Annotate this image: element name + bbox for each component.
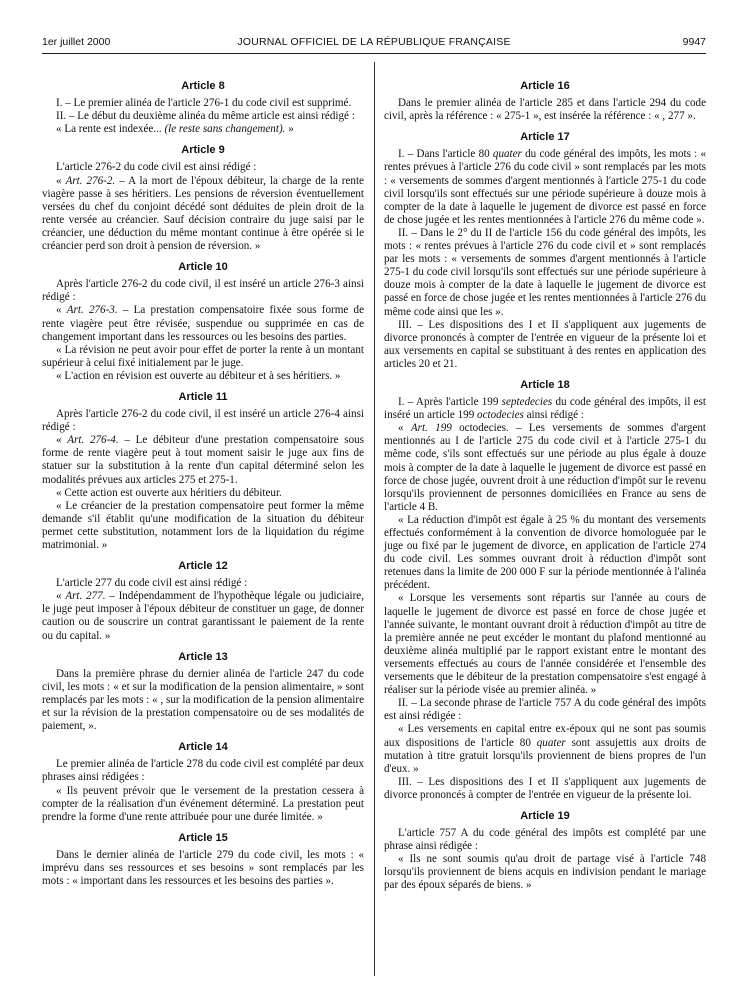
article-11-paragraph: Après l'article 276-2 du code civil, il est inséré un article 276-4 ainsi rédigé :: [42, 408, 364, 434]
article-16-title: Article 16: [520, 80, 570, 92]
article-19-title: Article 19: [520, 809, 570, 822]
article-13-paragraph: Dans la première phrase du dernier alinéa de l'article 247 du code civil, les mots : « et sur la modification de la pension alimentaire, » sont remplacés par les mots : « , sur la modification de la pension alimentaire et sur la révision de la prestation compensatoire ou de ses modalités de paiement, ».: [42, 667, 364, 733]
article-8-paragraph: II. – Le début du deuxième alinéa du même article est ainsi rédigé :: [56, 110, 355, 123]
article-18-paragraph: « Lorsque les versements sont répartis sur l'année au cours de laquelle le jugement de divorce est passé en force de chose jugée et l'année suivante, le montant ouvrant droit à réduction d'impôt au titre de la première année ne peut excéder le montant du plafond mentionné au deuxième alinéa multiplié par le rapport existant entre le montant des versements effectués au cours de l'année considérée et l'ensemble des versements que le débiteur de la prestation compensatoire s'est engagé à réaliser sur la période visée au premier alinéa. »: [384, 592, 706, 697]
page-header: [42, 36, 706, 52]
left-column: [42, 80, 364, 888]
article-14-paragraph: Le premier alinéa de l'article 278 du code civil est complété par deux phrases ainsi rédigées :: [42, 758, 364, 784]
article-18-paragraph: I. – Après l'article 199 septedecies du code général des impôts, il est inséré un article 199 octodecies ainsi rédigé :: [384, 396, 706, 422]
article-18-paragraph: « Les versements en capital entre ex-époux qui ne sont pas soumis aux dispositions de l'article 80 quater sont assujettis aux droits de mutation à titre gratuit lorsqu'ils proviennent de biens propres de l'un d'eux. »: [384, 723, 706, 775]
article-8-title: Article 8: [181, 80, 225, 92]
header-date: 1er juillet 2000: [42, 36, 111, 48]
article-9-paragraph: « Art. 276-2. – A la mort de l'époux débiteur, la charge de la rente viagère passe à ses héritiers. Les pensions de réversion éventuellement versées du chef du conjoint décédé sont déduites de plein droit de la rente versée au créancier. Sauf décision contraire du juge saisi par le créancier, une déduction du même montant continue à être opérée si le créancier perd son droit à pension de réversion. »: [42, 174, 364, 253]
article-18-paragraph: II. – La seconde phrase de l'article 757 A du code général des impôts est ainsi rédigée :: [384, 697, 706, 723]
article-12-paragraph: « Art. 277. – Indépendamment de l'hypothèque légale ou judiciaire, le juge peut imposer à l'époux débiteur de constituer un gage, de donner caution ou de souscrire un contrat garantissant le paiement de la rente ou du capital. »: [42, 590, 364, 642]
article-15-paragraph: Dans le dernier alinéa de l'article 279 du code civil, les mots : « imprévu dans ses ressources et ses besoins » sont remplacés par les mots : « important dans les ressources et les besoins des parties ».: [42, 848, 364, 888]
article-10-paragraph: « La révision ne peut avoir pour effet de porter la rente à un montant supérieur à celui fixé initialement par le juge.: [42, 343, 364, 369]
article-11-paragraph: « Cette action est ouverte aux héritiers du débiteur.: [56, 486, 282, 499]
header-rule: [42, 53, 706, 54]
article-19-paragraph: L'article 757 A du code général des impôts est complété par une phrase ainsi rédigée :: [384, 827, 706, 853]
article-12-paragraph: L'article 277 du code civil est ainsi rédigé :: [56, 577, 248, 590]
article-15-title: Article 15: [178, 831, 228, 844]
article-8-paragraph: « La rente est indexée... (le reste sans changement). »: [56, 123, 294, 136]
column-divider: [374, 62, 375, 976]
article-8-paragraph: I. – Le premier alinéa de l'article 276-1 du code civil est supprimé.: [56, 97, 352, 110]
article-18-title: Article 18: [520, 378, 570, 391]
article-11-title: Article 11: [178, 390, 228, 403]
header-page-number: 9947: [682, 36, 706, 48]
article-16-paragraph: Dans le premier alinéa de l'article 285 et dans l'article 294 du code civil, après la référence : « 275-1 », est insérée la référence : « , 277 ».: [384, 97, 706, 123]
article-10-paragraph: Après l'article 276-2 du code civil, il est inséré un article 276-3 ainsi rédigé :: [42, 278, 364, 304]
article-19-paragraph: « Ils ne sont soumis qu'au droit de partage visé à l'article 748 lorsqu'ils proviennent de biens acquis en indivision pendant le mariage par des époux séparés de biens. »: [384, 853, 706, 892]
article-11-paragraph: « Art. 276-4. – Le débiteur d'une prestation compensatoire sous forme de rente viagère peut à tout moment saisir le juge aux fins de statuer sur la substitution à la rente d'un capital déterminé selon les modalités prévues aux articles 275 et 275-1.: [42, 434, 364, 486]
article-10-title: Article 10: [178, 261, 228, 274]
article-18-paragraph: « La réduction d'impôt est égale à 25 % du montant des versements effectués conformément à la convention de divorce homologuée par le juge ou fixé par le jugement de divorce, en application de l'article 274 du code civil. Les sommes ouvrant droit à réduction d'impôt sont retenues dans la limite de 200 000 F sur la période mentionnée à l'alinéa précédent.: [384, 513, 706, 592]
article-13-title: Article 13: [178, 650, 228, 663]
right-column: [384, 80, 706, 893]
article-10-paragraph: « Art. 276-3. – La prestation compensatoire fixée sous forme de rente viagère peut être révisée, suspendue ou supprimée en cas de changement important dans les ressources ou les besoins des parties.: [42, 304, 364, 343]
article-11-paragraph: « Le créancier de la prestation compensatoire peut former la même demande s'il établit qu'une modification de la situation du débiteur permet cette substitution, notamment lors de la liquidation du régime matrimonial. »: [42, 499, 364, 551]
article-9-paragraph: L'article 276-2 du code civil est ainsi rédigé :: [56, 161, 257, 174]
article-17-paragraph: I. – Dans l'article 80 quater du code général des impôts, les mots : « rentes prévues à l'article 276 du code civil » sont remplacés par les mots : « versements de sommes d'argent mentionnés à l'article 275-1 du code civil lorsqu'ils sont effectués sur une période supérieure à douze mois à compter de la date à laquelle le jugement de divorce est passé en force de chose jugée et les rentes mentionnées à l'article 276 du même code ».: [384, 148, 706, 226]
article-12-title: Article 12: [178, 560, 228, 573]
article-17-title: Article 17: [520, 131, 570, 144]
article-9-title: Article 9: [181, 144, 225, 157]
article-18-paragraph: III. – Les dispositions des I et II s'appliquent aux jugements de divorce prononcés à compter de l'entrée en vigueur de la présente loi.: [384, 775, 706, 801]
article-14-paragraph: « Ils peuvent prévoir que le versement de la prestation cessera à compter de la réalisation d'un événement déterminé. La prestation peut prendre la forme d'une rente attribuée pour une durée limitée. »: [42, 784, 364, 823]
article-14-title: Article 14: [178, 741, 228, 754]
article-10-paragraph: « L'action en révision est ouverte au débiteur et à ses héritiers. »: [56, 369, 341, 382]
header-journal-title: JOURNAL OFFICIEL DE LA RÉPUBLIQUE FRANÇAISE: [237, 36, 511, 48]
article-17-paragraph: III. – Les dispositions des I et II s'appliquent aux jugements de divorce prononcés à compter de l'entrée en vigueur de la présente loi et aux versements en capital se substituant à des rentes en application des articles 20 et 21.: [384, 318, 706, 370]
article-18-paragraph: « Art. 199 octodecies. – Les versements de sommes d'argent mentionnés au I de l'article 275 du code civil et à l'article 275-1 du même code, s'ils sont effectués sur une période au plus égale à douze mois à compter de la date à laquelle le jugement de divorce est passé en force de chose jugée, ouvrent droit à une réduction d'impôt sur le revenu lorsqu'ils proviennent de personnes domiciliées en France au sens de l'article 4 B.: [384, 422, 706, 513]
article-17-paragraph: II. – Dans le 2° du II de l'article 156 du code général des impôts, les mots : « rentes prévues à l'article 276 du code civil et » sont remplacés par les mots : « versements de sommes d'argent mentionnés à l'article 275-1 du code civil lorsqu'ils sont effectués sur une période supérieure à douze mois à compter de la date à laquelle le jugement de divorce est passé en force de chose jugée et les rentes mentionnées à l'article 276 du même code ainsi que les ».: [384, 226, 706, 318]
